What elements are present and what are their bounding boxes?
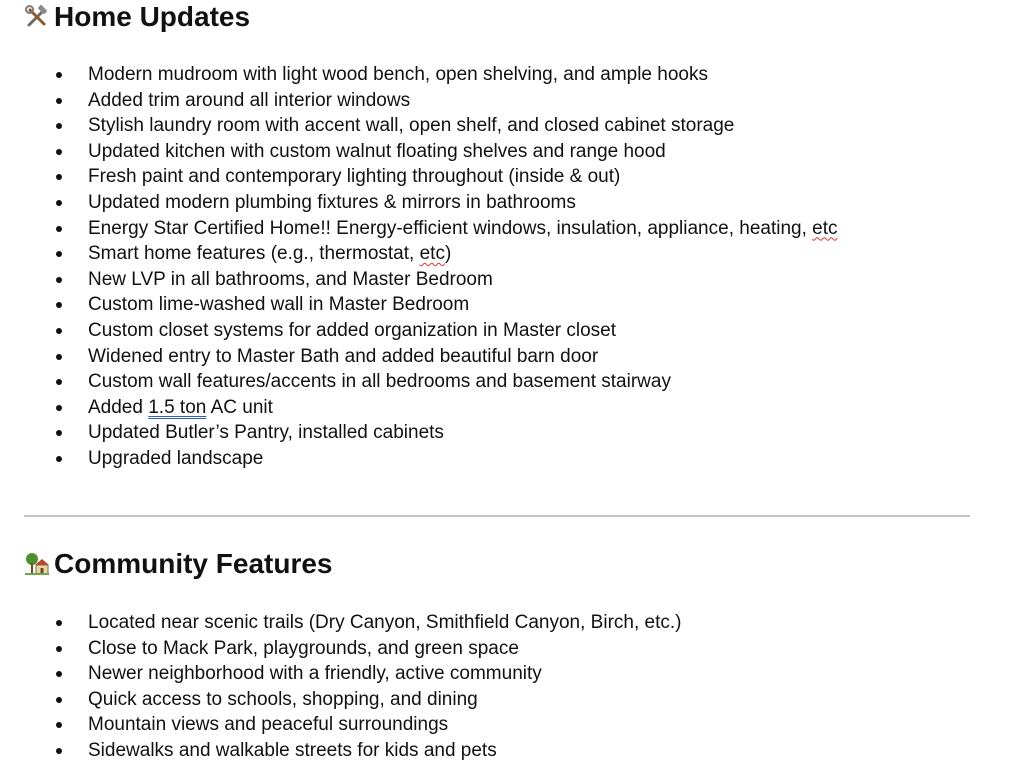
bullet-icon bbox=[56, 354, 62, 360]
bullet-icon bbox=[56, 123, 62, 129]
list-item: Updated Butler’s Pantry, installed cabinets bbox=[0, 420, 838, 446]
bullet-icon bbox=[56, 722, 62, 728]
bullet-icon bbox=[56, 748, 62, 754]
list-item: Custom lime-washed wall in Master Bedroom bbox=[0, 292, 838, 318]
bullet-icon bbox=[56, 405, 62, 411]
bullet-icon bbox=[56, 72, 62, 78]
energy-star-item: Energy Star Certified Home!! Energy-efficient windows, insulation, appliance, heating, etc bbox=[88, 217, 838, 239]
bullet-icon bbox=[56, 98, 62, 104]
community-features-title: Community Features bbox=[54, 548, 333, 579]
bullet-icon bbox=[56, 149, 62, 155]
list-item bbox=[0, 216, 838, 242]
bullet-icon bbox=[56, 302, 62, 308]
bullet-icon bbox=[56, 379, 62, 385]
spelling-underline: etc bbox=[812, 217, 838, 239]
home-updates-heading bbox=[24, 0, 250, 34]
bullet-icon bbox=[56, 328, 62, 334]
community-features-list bbox=[0, 610, 681, 764]
list-item: Updated modern plumbing fixtures & mirrors in bathrooms bbox=[0, 190, 838, 216]
bullet-icon bbox=[56, 456, 62, 462]
list-item: Fresh paint and contemporary lighting throughout (inside & out) bbox=[0, 164, 838, 190]
bullet-icon bbox=[56, 646, 62, 652]
bullet-icon bbox=[56, 697, 62, 703]
list-item bbox=[0, 241, 838, 267]
list-item: New LVP in all bathrooms, and Master Bedroom bbox=[0, 267, 838, 293]
bullet-icon bbox=[56, 200, 62, 206]
grammar-underline: 1.5 ton bbox=[148, 396, 207, 418]
list-item: Widened entry to Master Bath and added beautiful barn door bbox=[0, 344, 838, 370]
list-item: Custom wall features/accents in all bedrooms and basement stairway bbox=[0, 369, 838, 395]
list-item: Added trim around all interior windows bbox=[0, 88, 838, 114]
list-item: Stylish laundry room with accent wall, open shelf, and closed cabinet storage bbox=[0, 113, 838, 139]
list-item: Located near scenic trails (Dry Canyon, Smithfield Canyon, Birch, etc.) bbox=[0, 610, 681, 636]
list-item: Modern mudroom with light wood bench, open shelving, and ample hooks bbox=[0, 62, 838, 88]
bullet-icon bbox=[56, 277, 62, 283]
bullet-icon bbox=[56, 251, 62, 257]
spelling-underline: etc bbox=[419, 243, 445, 265]
list-item: Close to Mack Park, playgrounds, and green space bbox=[0, 636, 681, 662]
community-features-heading bbox=[24, 546, 333, 582]
list-item: Sidewalks and walkable streets for kids and pets bbox=[0, 738, 681, 764]
bullet-icon bbox=[56, 430, 62, 436]
list-item: Mountain views and peaceful surroundings bbox=[0, 712, 681, 738]
bullet-icon bbox=[56, 174, 62, 180]
hammer-and-wrench-icon bbox=[24, 4, 50, 30]
bullet-icon bbox=[56, 620, 62, 626]
section-divider bbox=[24, 515, 970, 517]
home-updates-list bbox=[0, 62, 838, 472]
list-item: Upgraded landscape bbox=[0, 446, 838, 472]
list-item: Updated kitchen with custom walnut floating shelves and range hood bbox=[0, 139, 838, 165]
bullet-icon bbox=[56, 226, 62, 232]
list-item: Newer neighborhood with a friendly, active community bbox=[0, 661, 681, 687]
list-item: Quick access to schools, shopping, and dining bbox=[0, 687, 681, 713]
ac-unit-item: Added 1.5 ton AC unit bbox=[88, 396, 273, 418]
bullet-icon bbox=[56, 671, 62, 677]
house-with-garden-icon bbox=[24, 551, 50, 577]
list-item bbox=[0, 395, 838, 421]
home-updates-title: Home Updates bbox=[54, 1, 251, 32]
list-item: Custom closet systems for added organization in Master closet bbox=[0, 318, 838, 344]
smart-home-item: Smart home features (e.g., thermostat, etc) bbox=[88, 243, 452, 265]
